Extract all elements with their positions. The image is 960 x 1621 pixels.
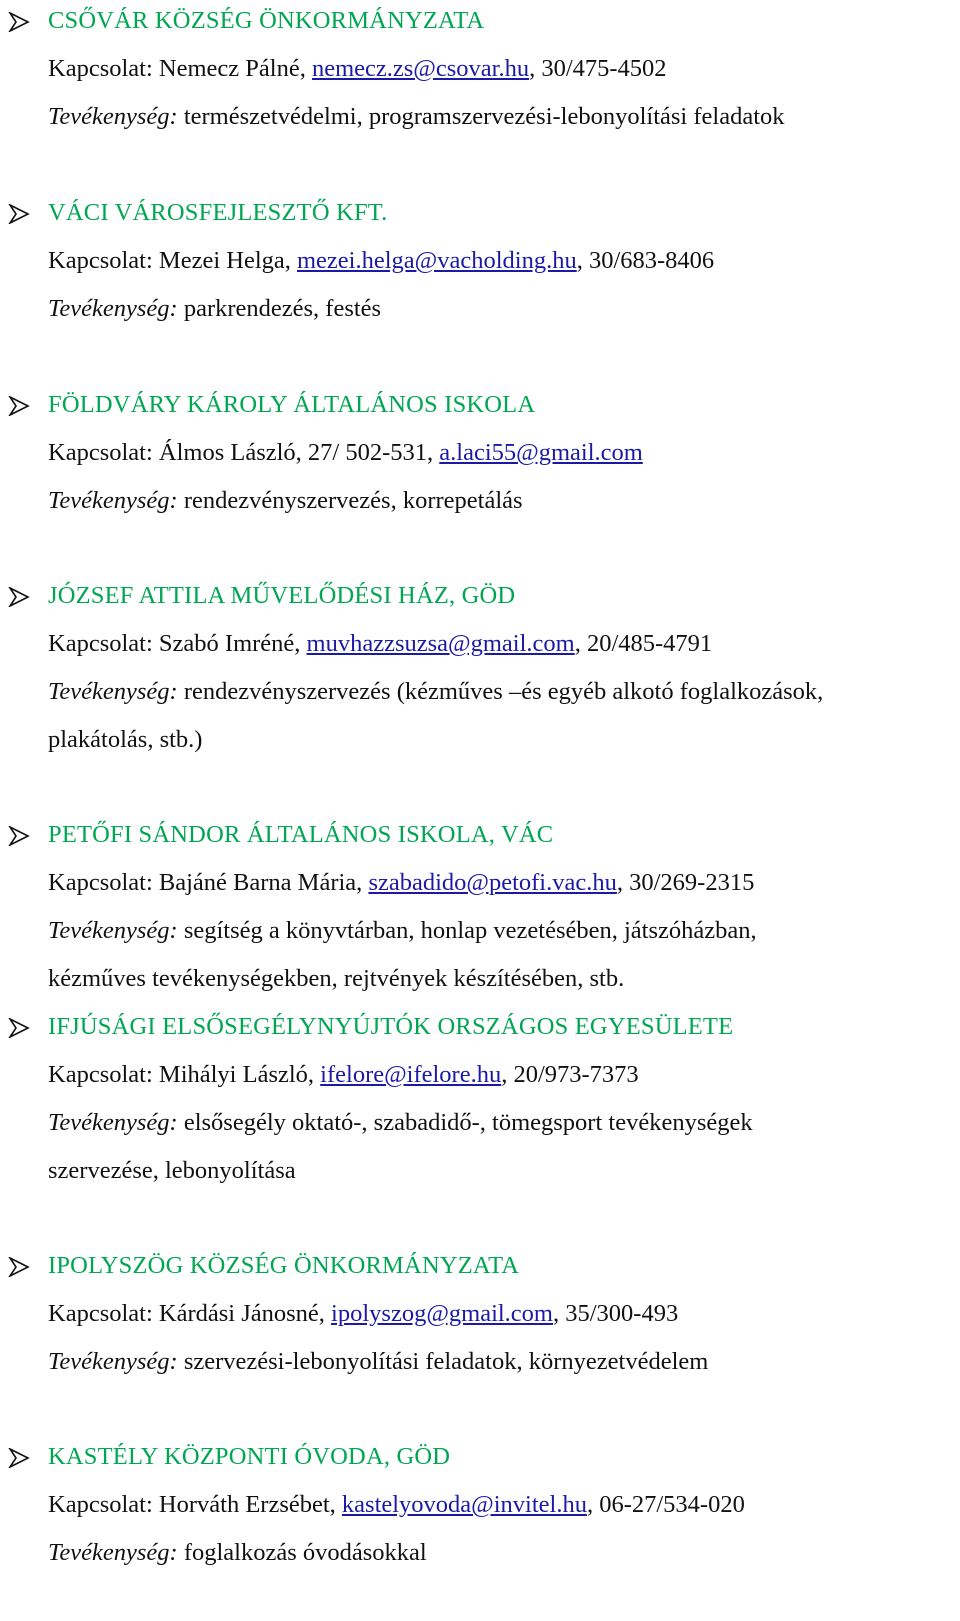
arrowhead-bullet-icon bbox=[8, 396, 30, 416]
activity-label-colon: : bbox=[169, 1539, 178, 1566]
activity-label: Tevékenység bbox=[48, 1348, 170, 1375]
phone-number: , 30/475-4502 bbox=[529, 55, 667, 82]
organization-title: IPOLYSZÖG KÖZSÉG ÖNKORMÁNYZATA bbox=[48, 1252, 520, 1279]
contact-name: Kárdási Jánosné, bbox=[158, 1300, 325, 1327]
phone-number: , 30/683-8406 bbox=[576, 247, 715, 274]
arrowhead-bullet-icon bbox=[8, 1018, 30, 1038]
activity-line bbox=[48, 964, 624, 994]
activity-label-colon: : bbox=[169, 917, 178, 944]
activity-line bbox=[48, 1538, 427, 1568]
organization-title: VÁCI VÁROSFEJLESZTŐ KFT. bbox=[48, 199, 388, 226]
email-link[interactable]: nemecz.zs@csovar.hu bbox=[311, 55, 530, 82]
activity-label: Tevékenység bbox=[48, 487, 170, 514]
activity-label-colon: : bbox=[169, 295, 178, 322]
organization-title: IFJÚSÁGI ELSŐSEGÉLYNYÚJTÓK ORSZÁGOS EGYESÜLETE bbox=[48, 1013, 734, 1040]
activity-label-colon: : bbox=[169, 678, 178, 705]
email-link[interactable]: muvhazzsuzsa@gmail.com bbox=[306, 630, 575, 657]
email-link[interactable]: a.laci55@gmail.com bbox=[439, 439, 643, 466]
arrowhead-bullet-icon bbox=[8, 1257, 30, 1277]
email-link[interactable]: mezei.helga@vacholding.hu bbox=[297, 247, 577, 274]
arrowhead-bullet-icon bbox=[8, 204, 30, 224]
contact-name: Mezei Helga, bbox=[158, 247, 291, 274]
organization-title: KASTÉLY KÖZPONTI ÓVODA, GÖD bbox=[48, 1443, 451, 1470]
email-link[interactable]: ifelore@ifelore.hu bbox=[320, 1061, 502, 1088]
contact-label: Kapcsolat: bbox=[48, 1061, 153, 1088]
contact-label: Kapcsolat: bbox=[48, 630, 153, 657]
phone-number: , 35/300-493 bbox=[552, 1300, 679, 1327]
activity-text: természetvédelmi, programszervezési-lebonyolítási feladatok bbox=[183, 103, 785, 130]
contact-name: Nemecz Pálné, bbox=[158, 55, 306, 82]
activity-label: Tevékenység bbox=[48, 917, 170, 944]
organization-title: FÖLDVÁRY KÁROLY ÁLTALÁNOS ISKOLA bbox=[48, 391, 536, 418]
organization-title: CSŐVÁR KÖZSÉG ÖNKORMÁNYZATA bbox=[48, 7, 485, 34]
contact-line bbox=[48, 54, 667, 84]
activity-text: segítség a könyvtárban, honlap vezetésében, játszóházban, bbox=[183, 917, 757, 944]
activity-line bbox=[48, 916, 757, 946]
phone-number: , 20/485-4791 bbox=[574, 630, 713, 657]
contact-line bbox=[48, 629, 712, 659]
activity-label: Tevékenység bbox=[48, 678, 170, 705]
activity-label-colon: : bbox=[169, 487, 178, 514]
contact-line bbox=[48, 246, 714, 276]
contact-line bbox=[48, 438, 643, 468]
activity-text: rendezvényszervezés (kézműves –és egyéb alkotó foglalkozások, bbox=[183, 678, 824, 705]
activity-text: szervezési-lebonyolítási feladatok, környezetvédelem bbox=[183, 1348, 709, 1375]
contact-name: Bajáné Barna Mária, bbox=[158, 869, 363, 896]
phone-number: , 30/269-2315 bbox=[616, 869, 755, 896]
activity-label: Tevékenység bbox=[48, 1109, 170, 1136]
contact-line bbox=[48, 1490, 745, 1520]
contact-name: Horváth Erzsébet, bbox=[158, 1491, 336, 1518]
activity-line bbox=[48, 486, 523, 516]
activity-label-colon: : bbox=[169, 1109, 178, 1136]
contact-label: Kapcsolat: bbox=[48, 1491, 153, 1518]
activity-text: kézműves tevékenységekben, rejtvények készítésében, stb. bbox=[48, 965, 625, 992]
arrowhead-bullet-icon bbox=[8, 826, 30, 846]
arrowhead-bullet-icon bbox=[8, 587, 30, 607]
activity-text: foglalkozás óvodásokkal bbox=[183, 1539, 427, 1566]
activity-text: plakátolás, stb.) bbox=[48, 726, 203, 753]
activity-text: rendezvényszervezés, korrepetálás bbox=[183, 487, 523, 514]
contact-line bbox=[48, 1299, 678, 1329]
contact-label: Kapcsolat: bbox=[48, 55, 153, 82]
contact-label: Kapcsolat: bbox=[48, 869, 153, 896]
phone-number: , 06-27/534-020 bbox=[586, 1491, 745, 1518]
activity-label: Tevékenység bbox=[48, 295, 170, 322]
contact-line bbox=[48, 868, 754, 898]
activity-line bbox=[48, 1347, 708, 1377]
activity-line bbox=[48, 102, 785, 132]
contact-label: Kapcsolat: bbox=[48, 247, 153, 274]
activity-line bbox=[48, 677, 823, 707]
activity-text: szervezése, lebonyolítása bbox=[48, 1157, 296, 1184]
email-link[interactable]: szabadido@petofi.vac.hu bbox=[368, 869, 617, 896]
contact-name: Álmos László, 27/ 502-531, bbox=[158, 439, 434, 466]
activity-label: Tevékenység bbox=[48, 103, 170, 130]
activity-line bbox=[48, 1108, 753, 1138]
activity-text: elsősegély oktató-, szabadidő-, tömegsport tevékenységek bbox=[183, 1109, 753, 1136]
email-link[interactable]: kastelyovoda@invitel.hu bbox=[341, 1491, 587, 1518]
activity-label-colon: : bbox=[169, 1348, 178, 1375]
activity-label-colon: : bbox=[169, 103, 178, 130]
activity-label: Tevékenység bbox=[48, 1539, 170, 1566]
contact-line bbox=[48, 1060, 639, 1090]
contact-name: Mihályi László, bbox=[158, 1061, 315, 1088]
phone-number: , 20/973-7373 bbox=[501, 1061, 639, 1088]
activity-line bbox=[48, 725, 202, 755]
organization-title: JÓZSEF ATTILA MŰVELŐDÉSI HÁZ, GÖD bbox=[48, 582, 516, 609]
contact-label: Kapcsolat: bbox=[48, 439, 153, 466]
activity-line bbox=[48, 294, 381, 324]
contact-label: Kapcsolat: bbox=[48, 1300, 153, 1327]
contact-name: Szabó Imréné, bbox=[158, 630, 301, 657]
arrowhead-bullet-icon bbox=[8, 1448, 30, 1468]
organization-title: PETŐFI SÁNDOR ÁLTALÁNOS ISKOLA, VÁC bbox=[48, 821, 554, 848]
email-link[interactable]: ipolyszog@gmail.com bbox=[331, 1300, 553, 1327]
arrowhead-bullet-icon bbox=[8, 12, 30, 32]
activity-text: parkrendezés, festés bbox=[183, 295, 382, 322]
activity-line bbox=[48, 1156, 296, 1186]
